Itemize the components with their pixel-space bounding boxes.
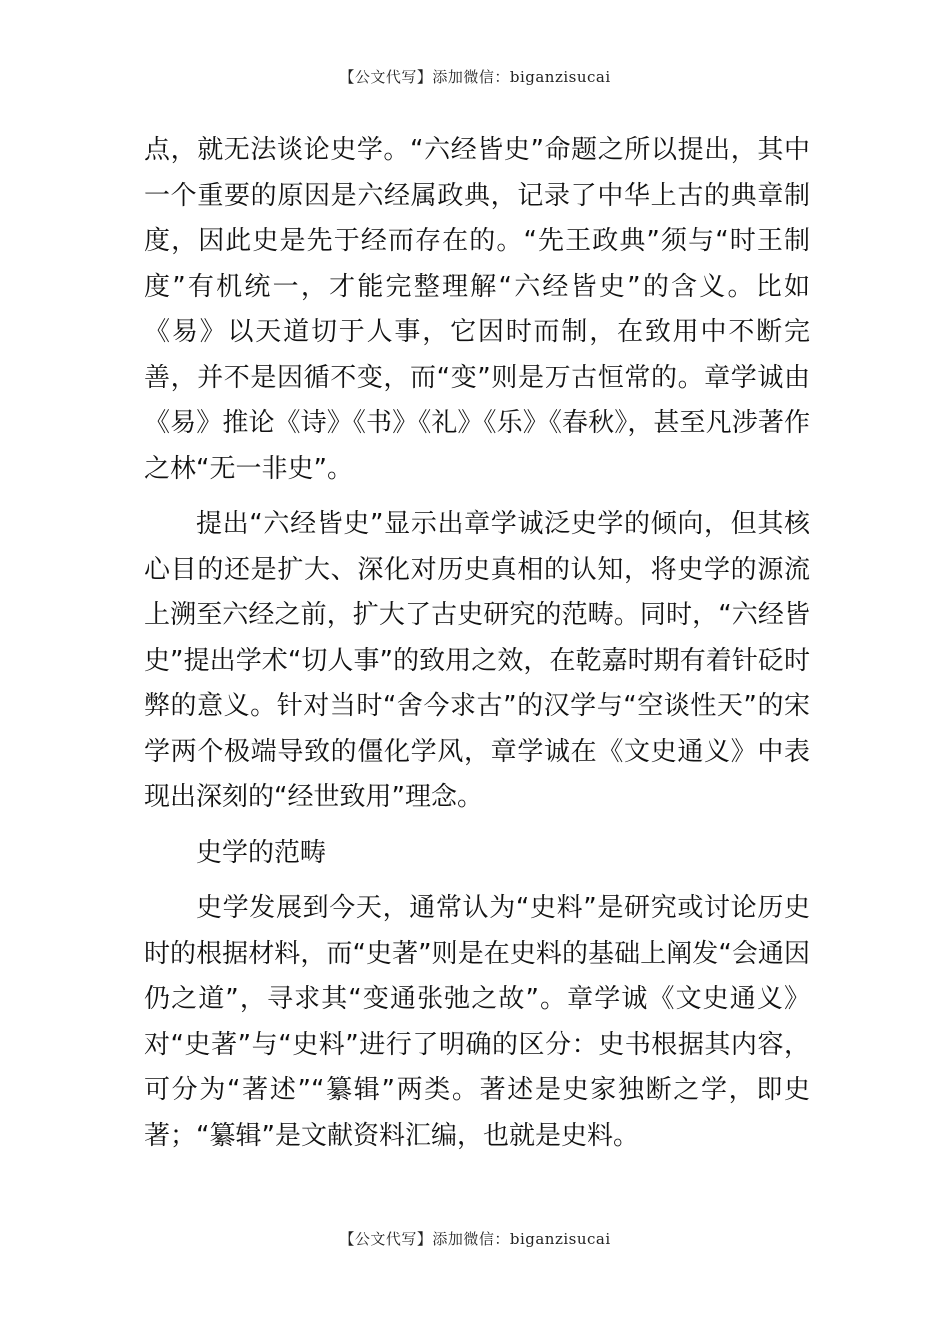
page-footer: 【公文代写】添加微信：biganzisucai xyxy=(339,1230,611,1248)
page-header: 【公文代写】添加微信：biganzisucai xyxy=(339,68,611,86)
paragraph: 史学发展到今天，通常认为“史料”是研究或讨论历史时的根据材料，而“史著”则是在史料的基础上阐发“会通因仍之道”，寻求其“变通张弛之故”。章学诚《文史通义》对“史著”与“史料”进行了明确的区分：史书根据其内容，可分为“著述”“纂辑”两类。著述是史家独断之学，即史著；“纂辑”是文献资料汇编，也就是史料。 xyxy=(144,893,810,1151)
paragraph-continued: 点，就无法谈论史学。“六经皆史”命题之所以提出，其中一个重要的原因是六经属政典，记录了中华上古的典章制度，因此史是先于经而存在的。“先王政典”须与“时王制度”有机统一，才能完整理解“六经皆史”的含义。比如《易》以天道切于人事，它因时而制，在致用中不断完善，并不是因循不变，而“变”则是万古恒常的。章学诚由《易》推论《诗》《书》《礼》《乐》《春秋》，甚至凡涉著作之林“无一非史”。 xyxy=(144,135,810,484)
paragraph: 提出“六经皆史”显示出章学诚泛史学的倾向，但其核心目的还是扩大、深化对历史真相的认知，将史学的源流上溯至六经之前，扩大了古史研究的范畴。同时，“六经皆史”提出学术“切人事”的致用之效，在乾嘉时期有着针砭时弊的意义。针对当时“舍今求古”的汉学与“空谈性天”的宋学两个极端导致的僵化学风，章学诚在《文史通义》中表现出深刻的“经世致用”理念。 xyxy=(144,509,810,812)
document-body xyxy=(144,128,810,1169)
section-heading: 史学的范畴 xyxy=(196,837,327,868)
